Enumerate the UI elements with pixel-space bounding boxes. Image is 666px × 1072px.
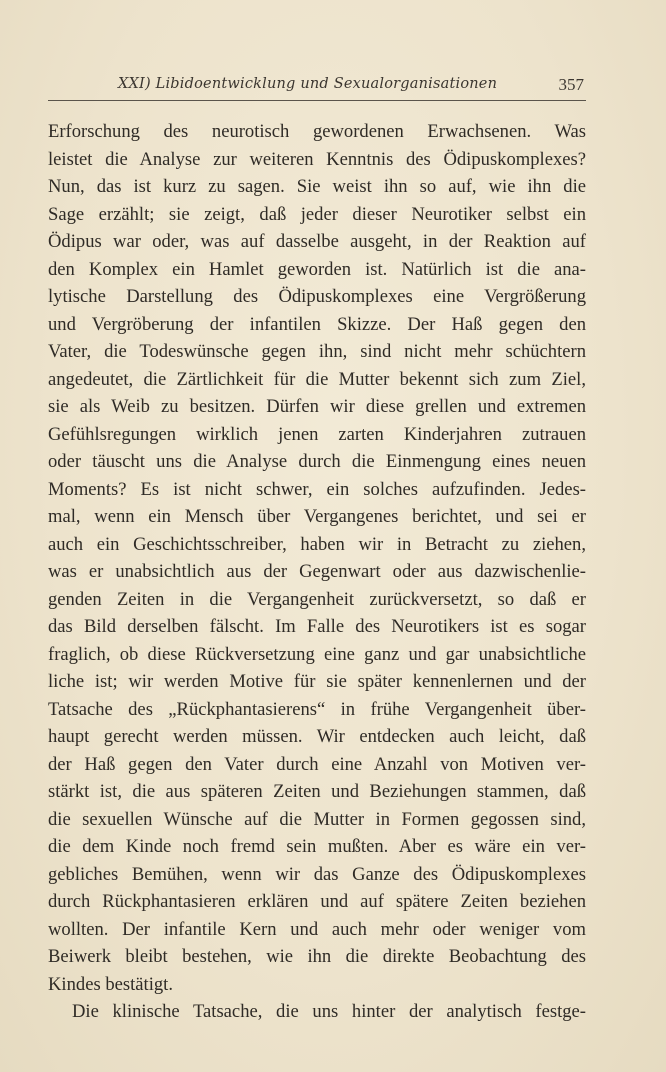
text-line-30: wollten. Der infantile Kern und auch mehr oder weniger vom bbox=[48, 918, 586, 940]
text-line-26: die sexuellen Wünsche auf die Mutter in Formen gegossen sind, bbox=[48, 808, 586, 830]
text-line-27: die dem Kinde noch fremd sein mußten. Aber es wäre ein ver- bbox=[48, 836, 586, 857]
text-line-16: auch ein Geschichtsschreiber, haben wir in Betracht zu ziehen, bbox=[48, 533, 586, 555]
text-line-12: Gefühlsregungen wirklich jenen zarten Kinderjahren zutrauen bbox=[48, 423, 586, 445]
text-line-10: angedeutet, die Zärtlichkeit für die Mutter bekennt sich zum Ziel, bbox=[48, 368, 586, 390]
text-line-33: Die klinische Tatsache, die uns hinter der analytisch festge- bbox=[72, 1001, 586, 1022]
text-line-32: Kindes bestätigt. bbox=[48, 973, 173, 995]
running-head: XXI) Libidoentwicklung und Sexualorganisationen bbox=[118, 76, 498, 92]
header-rule bbox=[48, 100, 586, 101]
text-line-8: und Vergröberung der infantilen Skizze. Der Haß gegen den bbox=[48, 313, 586, 335]
text-line-31: Beiwerk bleibt bestehen, wie ihn die direkte Beobachtung des bbox=[48, 946, 586, 967]
text-line-9: Vater, die Todeswünsche gegen ihn, sind nicht mehr schüchtern bbox=[48, 341, 586, 362]
text-line-29: durch Rückphantasieren erklären und auf spätere Zeiten beziehen bbox=[48, 891, 586, 912]
text-line-5: Ödipus war oder, was auf dasselbe ausgeht, in der Reaktion auf bbox=[48, 231, 586, 252]
body-text bbox=[48, 118, 586, 1026]
text-line-22: Tatsache des „Rückphantasierens“ in frühe Vergangenheit über- bbox=[48, 698, 586, 720]
text-line-21: liche ist; wir werden Motive für sie später kennenlernen und der bbox=[48, 671, 586, 692]
text-line-19: das Bild derselben fälscht. Im Falle des Neurotikers ist es sogar bbox=[48, 616, 586, 637]
page-number: 357 bbox=[558, 75, 584, 94]
text-line-28: gebliches Bemühen, wenn wir das Ganze des Ödipuskomplexes bbox=[48, 863, 586, 885]
text-line-11: sie als Weib zu besitzen. Dürfen wir diese grellen und extremen bbox=[48, 396, 586, 417]
text-line-1: Erforschung des neurotisch gewordenen Erwachsenen. Was bbox=[48, 121, 586, 142]
text-line-4: Sage erzählt; sie zeigt, daß jeder dieser Neurotiker selbst ein bbox=[48, 203, 586, 225]
text-line-2: leistet die Analyse zur weiteren Kenntnis des Ödipuskomplexes? bbox=[48, 148, 586, 170]
text-line-3: Nun, das ist kurz zu sagen. Sie weist ihn so auf, wie ihn die bbox=[48, 176, 586, 197]
page-header bbox=[118, 74, 584, 98]
text-line-15: mal, wenn ein Mensch über Vergangenes berichtet, und sei er bbox=[48, 506, 586, 527]
text-line-13: oder täuscht uns die Analyse durch die Einmengung eines neuen bbox=[48, 451, 586, 472]
text-line-18: genden Zeiten in die Vergangenheit zurückversetzt, so daß er bbox=[48, 588, 586, 610]
text-line-24: der Haß gegen den Vater durch eine Anzahl von Motiven ver- bbox=[48, 753, 586, 775]
text-line-17: was er unabsichtlich aus der Gegenwart oder aus dazwischenlie- bbox=[48, 561, 586, 582]
text-line-25: stärkt ist, die aus späteren Zeiten und Beziehungen stammen, daß bbox=[48, 781, 586, 802]
text-line-7: lytische Darstellung des Ödipuskomplexes eine Vergrößerung bbox=[48, 286, 586, 307]
text-line-14: Moments? Es ist nicht schwer, ein solches aufzufinden. Jedes- bbox=[48, 478, 586, 500]
text-line-20: fraglich, ob diese Rückversetzung eine ganz und gar unabsichtliche bbox=[48, 643, 586, 665]
text-line-6: den Komplex ein Hamlet geworden ist. Natürlich ist die ana- bbox=[48, 258, 586, 280]
text-line-23: haupt gerecht werden müssen. Wir entdecken auch leicht, daß bbox=[48, 726, 586, 747]
